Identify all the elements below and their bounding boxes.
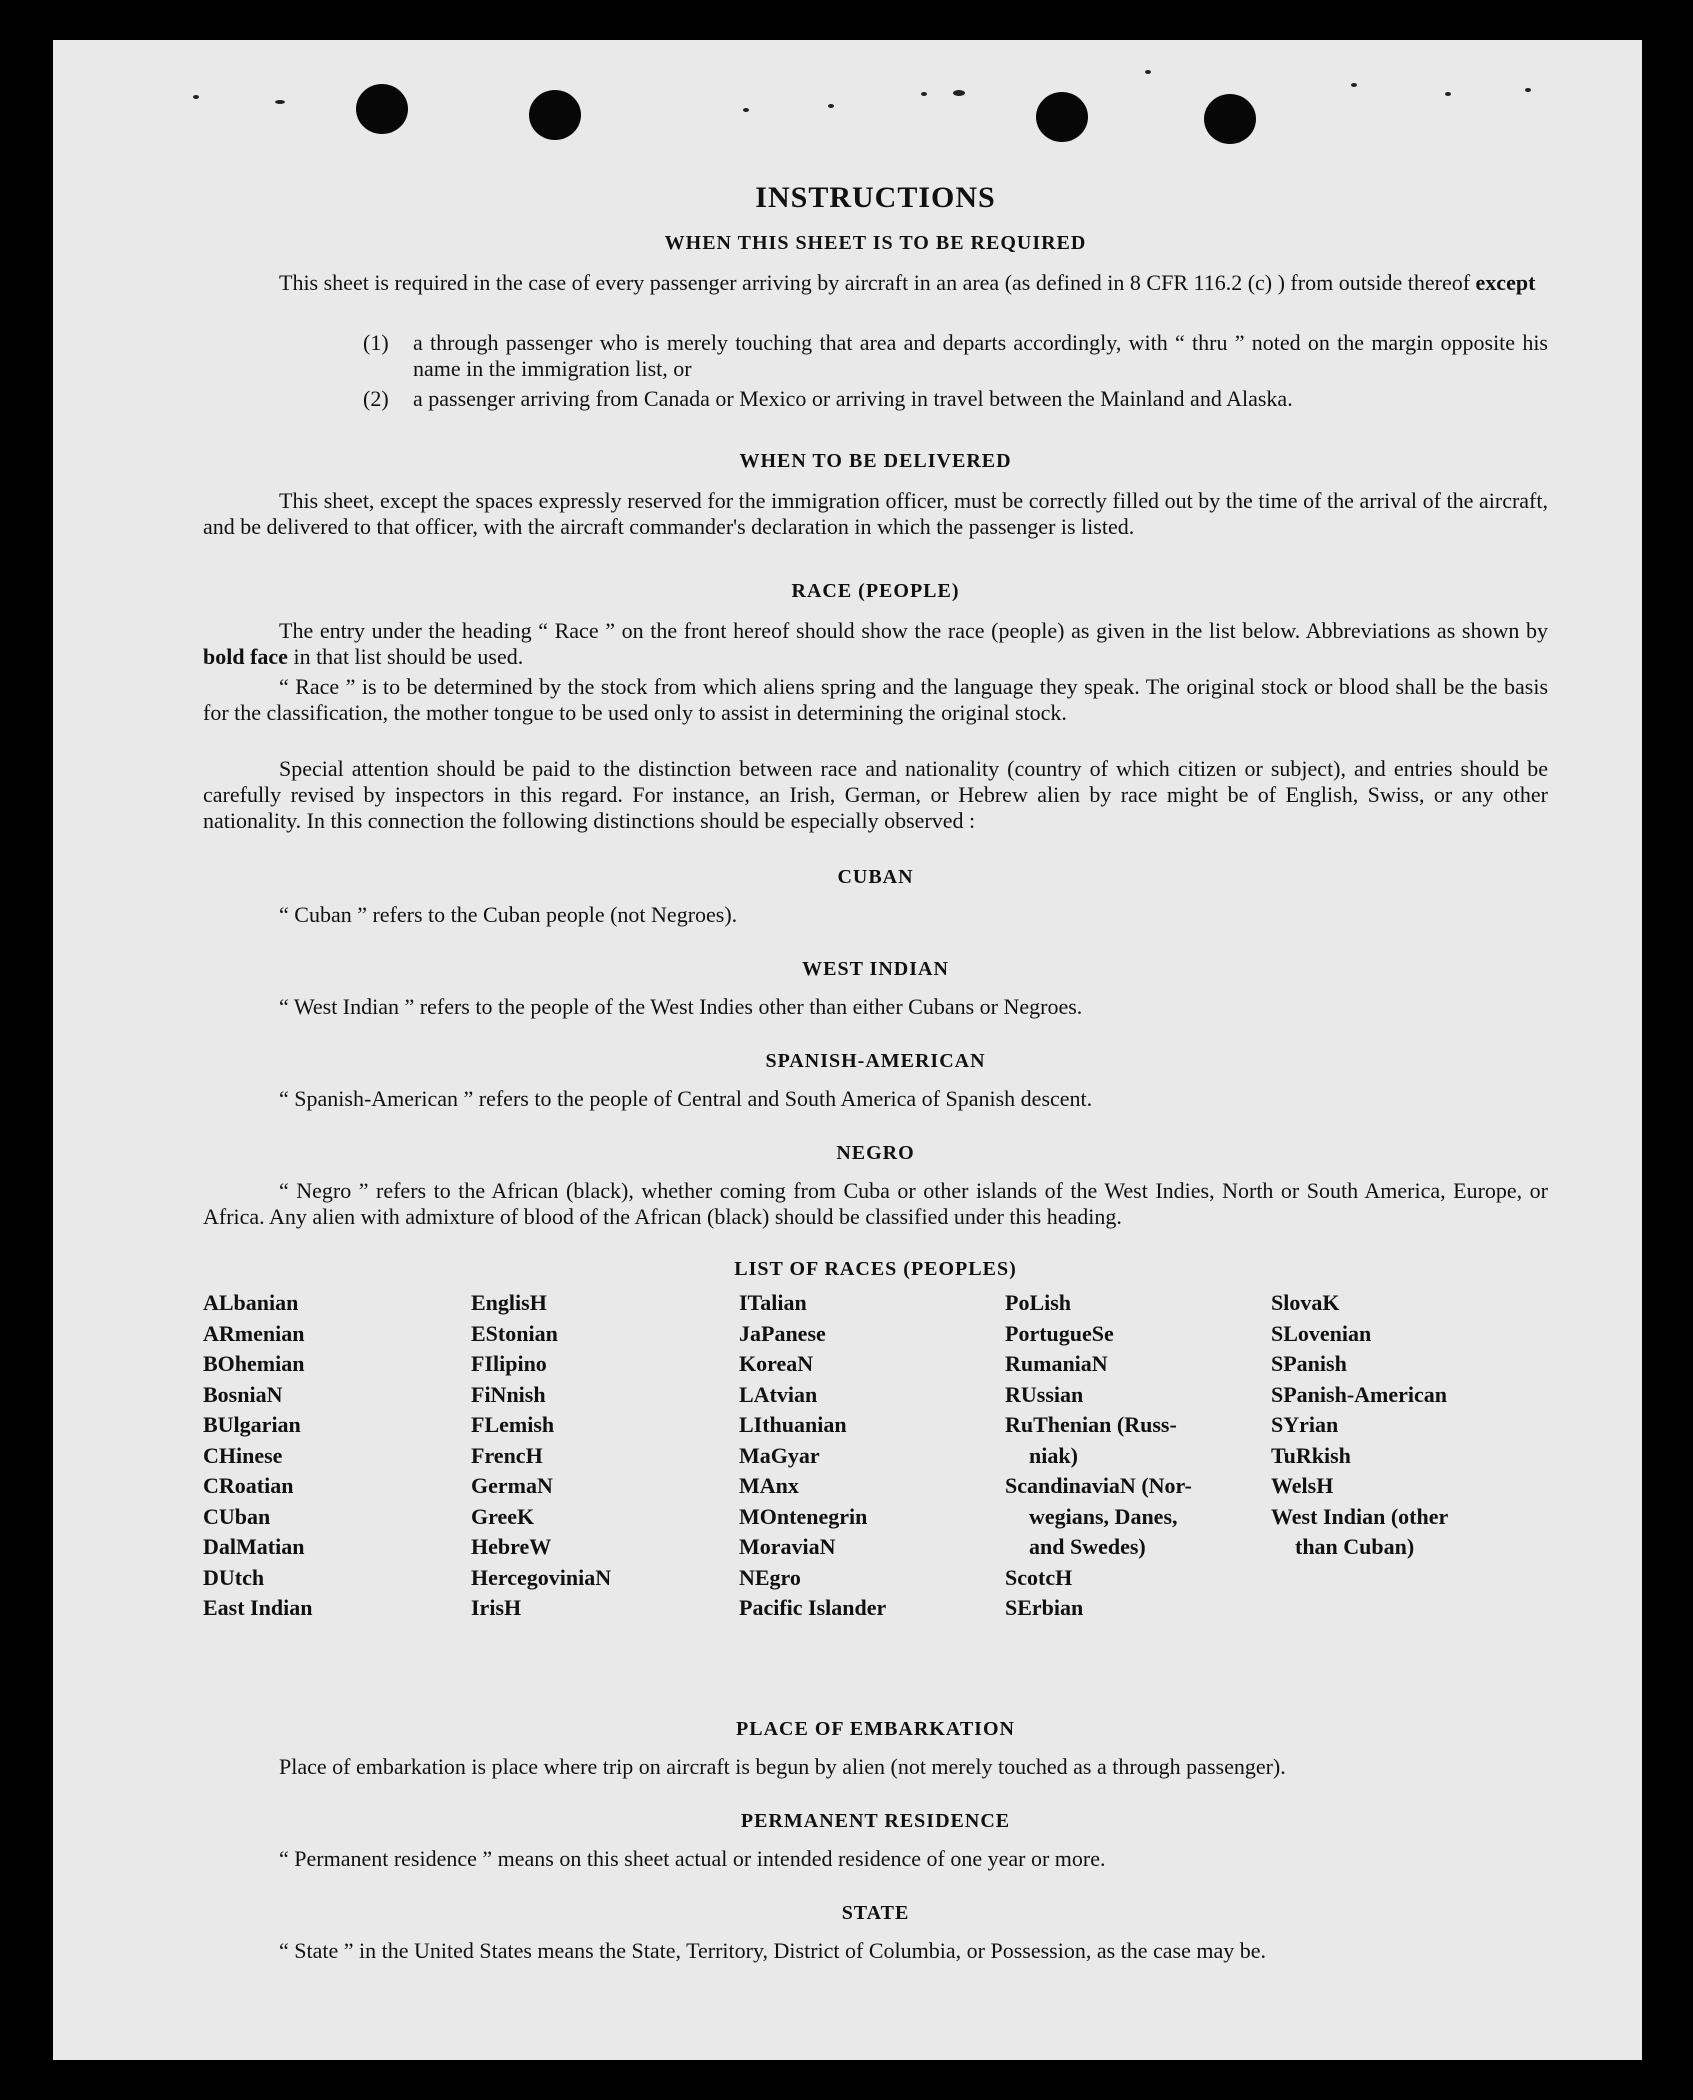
race-item: JaPanese	[739, 1320, 826, 1346]
paragraph-negro: “ Negro ” refers to the African (black), whether coming from Cuba or other islands of the West Indies, North or South America, Europe, or Africa. Any alien with admixture of blood of the African (black) should be classified under this heading.	[203, 1178, 1548, 1229]
speck	[1145, 70, 1151, 74]
speck	[743, 108, 749, 112]
race-item: and Swedes)	[1029, 1534, 1146, 1559]
race-column-4	[1005, 1288, 1192, 1624]
paragraph-state: “ State ” in the United States means the State, Territory, District of Columbia, or Possession, as the case may be.	[279, 1938, 1267, 1963]
speck	[1445, 92, 1451, 96]
race-item: DalMatian	[203, 1534, 305, 1559]
emphasis-except: except	[1475, 270, 1536, 295]
race-item: ALbanian	[203, 1290, 299, 1315]
punch-hole	[356, 84, 408, 134]
race-item: CHinese	[203, 1442, 283, 1468]
race-item: FrencH	[471, 1442, 543, 1468]
race-item: LAtvian	[739, 1381, 818, 1407]
race-item: GermaN	[471, 1473, 553, 1498]
heading-list-of-races: LIST OF RACES (PEOPLES)	[734, 1258, 1017, 1280]
race-item: FiNnish	[471, 1381, 546, 1407]
race-item: CRoatian	[203, 1473, 294, 1498]
race-item: TuRkish	[1271, 1442, 1351, 1468]
speck	[193, 95, 199, 99]
race-item: LIthuanian	[739, 1412, 847, 1437]
race-item: HebreW	[471, 1534, 552, 1559]
list-item: (1) a through passenger who is merely touching that area and departs accordingly, with “ thru ” noted on the margin opposite his name in the immigration list, or	[363, 330, 1548, 381]
heading-race: RACE (PEOPLE)	[791, 580, 960, 602]
race-item: BosniaN	[203, 1381, 283, 1407]
race-item: IrisH	[471, 1595, 522, 1620]
race-item: PortugueSe	[1005, 1320, 1114, 1346]
speck	[1525, 88, 1531, 92]
punch-hole	[1204, 94, 1256, 144]
race-item: West Indian (other	[1271, 1503, 1449, 1529]
race-item: HercegoviniaN	[471, 1564, 612, 1590]
page-title: INSTRUCTIONS	[755, 181, 996, 214]
race-item: BUlgarian	[203, 1412, 301, 1437]
heading-state: STATE	[841, 1902, 910, 1924]
race-item: KoreaN	[739, 1351, 814, 1376]
race-item: MoraviaN	[739, 1534, 836, 1559]
race-item: SPanish-American	[1271, 1381, 1447, 1407]
race-item: SYrian	[1271, 1412, 1339, 1437]
race-item: RuThenian (Russ-	[1005, 1412, 1177, 1437]
paragraph-cuban: “ Cuban ” refers to the Cuban people (not Negroes).	[279, 902, 738, 927]
punch-hole	[1036, 92, 1088, 142]
race-column-3	[739, 1288, 886, 1624]
heading-cuban: CUBAN	[837, 866, 914, 888]
heading-residence: PERMANENT RESIDENCE	[740, 1810, 1011, 1832]
paragraph-race-3: Special attention should be paid to the distinction between race and nationality (country of which citizen or subject), and entries should be carefully revised by inspectors in this regard. For instance, an Irish, German, or Hebrew alien by race might be of English, Swiss, or any other nationality. In this connection the following distinctions should be especially observed :	[203, 756, 1548, 833]
speck	[953, 90, 965, 96]
race-item: SPanish	[1271, 1351, 1347, 1376]
race-item: MAnx	[739, 1473, 799, 1498]
race-column-5	[1271, 1288, 1448, 1563]
race-item: MaGyar	[739, 1442, 820, 1468]
race-item: Pacific Islander	[739, 1595, 887, 1620]
race-item: ScandinaviaN (Nor-	[1005, 1473, 1192, 1498]
heading-spanish-american: SPANISH-AMERICAN	[765, 1050, 986, 1072]
heading-west-indian: WEST INDIAN	[802, 958, 949, 980]
paragraph-west-indian: “ West Indian ” refers to the people of the West Indies other than either Cubans or Negroes.	[279, 994, 1083, 1019]
race-item: CUban	[203, 1503, 271, 1529]
race-item: MOntenegrin	[739, 1503, 868, 1529]
race-item: SErbian	[1005, 1595, 1084, 1620]
race-item: NEgro	[739, 1564, 801, 1590]
race-item: ITalian	[739, 1290, 807, 1315]
race-item: SlovaK	[1271, 1290, 1340, 1315]
heading-required: WHEN THIS SHEET IS TO BE REQUIRED	[664, 232, 1087, 254]
paragraph-race-2: “ Race ” is to be determined by the stock from which aliens spring and the language they speak. The original stock or blood shall be the basis for the classification, the mother tongue to be used only to assist in determining the original stock.	[203, 674, 1548, 725]
punch-hole	[529, 90, 581, 140]
race-item: SLovenian	[1271, 1320, 1372, 1346]
race-item: DUtch	[203, 1564, 265, 1590]
heading-embarkation: PLACE OF EMBARKATION	[736, 1718, 1015, 1740]
race-item: ARmenian	[203, 1320, 305, 1346]
race-item: EnglisH	[471, 1290, 547, 1315]
race-item: FIlipino	[471, 1351, 547, 1376]
race-item: RumaniaN	[1005, 1351, 1108, 1376]
paragraph-required: This sheet is required in the case of every passenger arriving by aircraft in an area (as defined in 8 CFR 116.2 (c) ) from outside thereof except	[279, 270, 1536, 295]
paragraph-race-1: The entry under the heading “ Race ” on the front hereof should show the race (people) as given in the list below. Abbreviations as shown by bold face in that list should be used.	[203, 618, 1548, 669]
race-item: WelsH	[1271, 1473, 1334, 1498]
race-item: niak)	[1029, 1442, 1078, 1468]
speck	[1351, 83, 1357, 87]
list-item: (2) a passenger arriving from Canada or Mexico or arriving in travel between the Mainland and Alaska.	[363, 386, 1293, 411]
race-item: PoLish	[1005, 1290, 1072, 1315]
race-item: wegians, Danes,	[1029, 1503, 1178, 1529]
heading-delivered: WHEN TO BE DELIVERED	[739, 450, 1012, 472]
race-item: RUssian	[1005, 1381, 1084, 1407]
race-column-1	[203, 1288, 312, 1624]
race-item: FLemish	[471, 1412, 555, 1437]
race-item: BOhemian	[203, 1351, 305, 1376]
heading-negro: NEGRO	[836, 1142, 915, 1164]
race-column-2	[471, 1288, 611, 1624]
race-item: ScotcH	[1005, 1564, 1073, 1590]
race-item: EStonian	[471, 1320, 558, 1346]
paragraph-residence: “ Permanent residence ” means on this sheet actual or intended residence of one year or more.	[279, 1846, 1106, 1871]
document-page	[53, 40, 1642, 2060]
speck	[921, 92, 927, 96]
paragraph-embarkation: Place of embarkation is place where trip on aircraft is begun by alien (not merely touched as a through passenger).	[279, 1754, 1286, 1779]
race-item: than Cuban)	[1295, 1534, 1415, 1559]
speck	[828, 104, 834, 108]
paragraph-spanish-american: “ Spanish-American ” refers to the people of Central and South America of Spanish descent.	[279, 1086, 1093, 1111]
paragraph-delivered: This sheet, except the spaces expressly reserved for the immigration officer, must be correctly filled out by the time of the arrival of the aircraft, and be delivered to that officer, with the aircraft commander's declaration in which the passenger is listed.	[203, 488, 1548, 539]
race-item: GreeK	[471, 1503, 535, 1529]
race-item: East Indian	[203, 1595, 313, 1620]
speck	[275, 100, 285, 104]
